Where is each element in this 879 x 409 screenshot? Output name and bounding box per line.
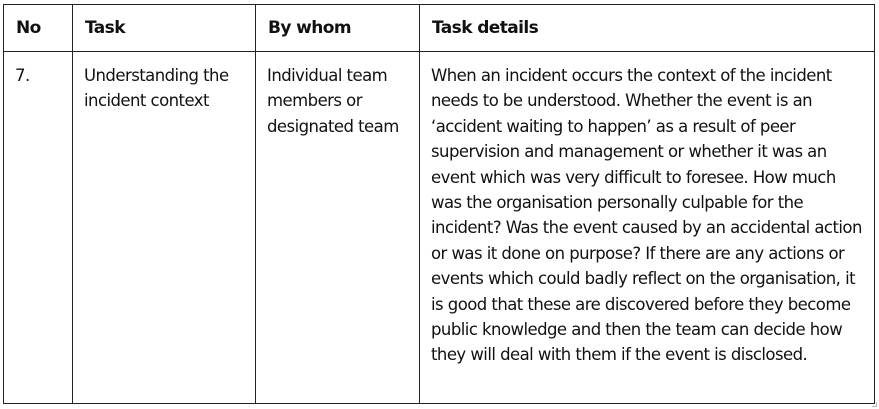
header-task: Task — [73, 5, 256, 52]
table-header-row — [4, 5, 875, 52]
cell-task: Understanding the incident context — [73, 52, 256, 404]
header-task-details: Task details — [420, 5, 875, 52]
resize-corner-mark — [872, 402, 877, 407]
cell-by-whom: Individual team members or designated team — [256, 52, 420, 404]
header-by-whom: By whom — [256, 5, 420, 52]
cell-task-details: When an incident occurs the context of the incident needs to be understood. Whether the event is an ‘accident waiting to happen’ as a result of peer supervision and management or whether it was an event which was very difficult to foresee. How much was the organisation personally culpable for the incident? Was the event caused by an accidental action or was it done on purpose? If there are any actions or events which could badly reflect on the organisation, it is good that these are discovered before they become public knowledge and then the team can decide how they will deal with them if the event is disclosed. — [420, 52, 875, 404]
task-table — [3, 4, 875, 404]
cell-no: 7. — [4, 52, 73, 404]
header-no: No — [4, 5, 73, 52]
table-row — [4, 52, 875, 404]
